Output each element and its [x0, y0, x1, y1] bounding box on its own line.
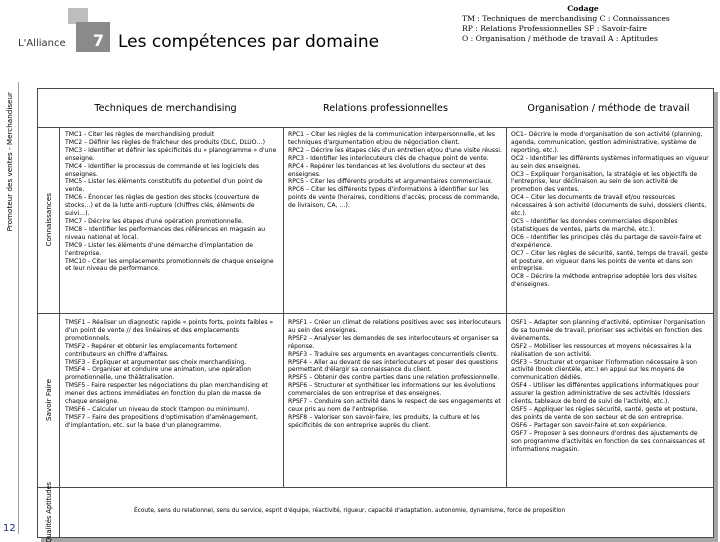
row-divider: [38, 487, 713, 488]
side-label-text: Promoteur des ventes - Merchandiseur: [5, 92, 14, 232]
list-item: RPC2 – Décrire les étapes clés d'un entretien et/ou d'une visite réussi.: [288, 146, 502, 154]
list-item: RPC3 - Identifier les interlocuteurs clés de chaque point de vente.: [288, 154, 489, 162]
logo-text: L'Alliance: [18, 38, 66, 49]
header-divider: [38, 127, 713, 128]
list-item: TMC2 – Définir les règles de fraîcheur des produits (DLC, DLUO…): [65, 138, 266, 146]
list-item: TMSF4 – Organiser et conduire une animation, une opération promotionnelle, une théâtralisation.: [65, 366, 251, 382]
list-item: OSF4 - Utiliser les différentes applications informatiques pour assurer la gestion administrative de ses activités (dossiers clients, tableaux de bord de suivi de l'activité, etc.).: [511, 382, 699, 406]
list-item: RPSF7 – Conduire son activité dans le respect de ses engagements et ceux pris au nom de l'entreprise.: [288, 398, 501, 413]
list-item: TMC6 - Énoncer les règles de gestion des stocks (couverture de stocks…) et de la lutte anti-rupture (chiffres clés, éléments de suivi…).: [65, 194, 260, 218]
cell-tm-savoir-faire: [62, 319, 282, 485]
list-item: OC6 – Identifier les principes clés du partage de savoir-faire et d'expérience.: [511, 233, 702, 249]
list-item: RPSF2 – Analyser les demandes de ses interlocuteurs et organiser sa réponse.: [288, 334, 499, 350]
row-label-connaissances: [38, 127, 59, 313]
list-item: OSF5 – Appliquer les règles sécurité, santé, geste et posture, des points de vente de son secteur et de son entreprise.: [511, 405, 698, 421]
column-header-o: Organisation / méthode de travail: [527, 102, 690, 114]
page-title: Les compétences par domaine: [118, 32, 380, 52]
list-item: OSF2 – Mobiliser les ressources et moyens nécessaires à la réalisation de son activité.: [511, 342, 692, 358]
column-header-rp: Relations professionnelles: [323, 102, 448, 114]
cell-rp-savoir-faire: [285, 319, 505, 485]
list-item: OC4 – Citer les documents de travail et/ou ressources nécessaires à son activité (documents de suivi, dossiers clients, etc.).: [511, 194, 707, 218]
list-item: TMC1 - Citer les règles de merchandising produit: [65, 131, 215, 138]
list-item: TMC3 - Identifier et définir les spécificités du « planogramme » d'une enseigne.: [65, 146, 277, 162]
codage-row: TM : Techniques de merchandising C : Connaissances: [462, 14, 670, 23]
list-item: RPSF6 – Structurer et synthétiser les informations sur les évolutions commerciales de son entreprise et des enseignes.: [288, 382, 496, 398]
list-item: RPC6 – Citer les différents types d'informations à identifier sur les points de vente (horaires, conditions d'accès, process de commande, de livraison, CA, …).: [288, 186, 500, 210]
list-item: TMSF6 – Calculer un niveau de stock (tampon ou minimum).: [65, 405, 250, 413]
list-item: RPSF8 – Valoriser son savoir-faire, les produits, la culture et les spécificités de son entreprise auprès du client.: [288, 413, 480, 429]
cell-o-connaissances: [508, 131, 712, 311]
cell-tm-connaissances: [62, 131, 282, 311]
row-label-text: Connaissances: [44, 193, 53, 247]
cell-rp-connaissances: [285, 131, 505, 311]
list-item: OSF3 – Structurer et organiser l'information nécessaire à son activité (book clientèle, etc.) en appui sur les moyens de communication dédiés.: [511, 358, 697, 382]
side-label: [5, 92, 17, 240]
row-label-savoir-faire: [38, 313, 59, 487]
column-header-tm: Techniques de merchandising: [94, 102, 237, 114]
codage-legend: [452, 4, 714, 44]
list-item: TMSF1 – Réaliser un diagnostic rapide « points forts, points faibles » d'un point de vente // des linéaires et des emplacements promotionnels.: [65, 319, 274, 342]
list-item: RPSF4 – Aller au devant de ses interlocuteurs et poser des questions permettant d'élargir sa connaissance du client.: [288, 358, 498, 374]
list-item: TMC7 - Décrire les étapes d'une opération promotionnelle.: [65, 217, 244, 225]
cell-o-savoir-faire: [508, 319, 712, 485]
qualites-text: Écoute, sens du relationnel, sens du service, esprit d'équipe, réactivité, rigueur, capacité d'adaptation, autonomie, dynamisme, force de proposition: [134, 508, 566, 514]
list-item: TMSF3 – Expliquer et argumenter ses choix merchandising.: [65, 358, 247, 366]
list-item: TMC4 - Identifier le processus de commande et les logiciels des enseignes.: [65, 162, 260, 178]
list-item: TMC10 - Citer les emplacements promotionnels de chaque enseigne et leur niveau de performance.: [65, 257, 274, 273]
list-item: RPSF1 – Créer un climat de relations positives avec ses interlocuteurs au sein des enseignes.: [288, 319, 501, 334]
row-label-text: Qualités Aptitudes: [44, 481, 53, 542]
list-item: RPSF3 – Traduire ses arguments en avantages concurrentiels clients.: [288, 350, 498, 358]
list-item: OSF1 – Adapter son planning d'activité, optimiser l'organisation de sa tournée de travail, prioriser ses activités en fonction des évènements.: [511, 319, 706, 342]
list-item: OSF6 – Partager son savoir-faire et son expérience.: [511, 421, 667, 429]
row-label-text: Savoir Faire: [44, 379, 53, 421]
row-divider: [38, 313, 713, 314]
list-item: TMSF7 – Faire des propositions d'optimisation d'aménagement, d'implantation, etc. sur la base d'un planogramme.: [65, 413, 258, 429]
list-item: OC7 – Citer les règles de sécurité, santé, temps de travail, geste et posture, en vigueur dans les points de vente et dans son entreprise.: [511, 249, 708, 273]
column-divider: [283, 127, 284, 487]
list-item: OSF7 – Proposer à ses donneurs d'ordres des ajustements de son programme d'activités en fonction de ses connaissances et informations magasin.: [511, 429, 705, 453]
left-divider: [18, 82, 19, 534]
list-item: OC1– Décrire le mode d'organisation de son activité (planning, agenda, communication, gestion administrative, système de reporting, etc.).: [511, 131, 703, 154]
list-item: RPC5 - Citer les différents produits et argumentaires commerciaux.: [288, 178, 493, 186]
codage-row: RP : Relations Professionnelles SF : Savoir-faire: [462, 24, 647, 33]
list-item: TMSF2 - Repérer et obtenir les emplacements fortement contributeurs en chiffre d'affaires.: [65, 342, 238, 358]
list-item: OC8 – Décrire la méthode entreprise adoptée lors des visites d'enseignes.: [511, 273, 697, 289]
logo-number: 7: [92, 31, 104, 50]
label-column-divider: [59, 127, 60, 537]
list-item: OC3 – Expliquer l'organisation, la stratégie et les objectifs de l'entreprise, leur déclinaison au sein de son activité de promotion des ventes.: [511, 170, 698, 194]
alliance-logo-icon: [18, 8, 110, 52]
list-item: TMSF5 - Faire respecter les négociations du plan merchandising et mener des actions immédiates en fonction du plan de masse de chaque enseigne.: [65, 382, 268, 406]
row-label-qualites: [38, 481, 59, 542]
list-item: TMC9 - Lister les éléments d'une démarche d'implantation de l'entreprise.: [65, 241, 254, 257]
codage-row: O : Organisation / méthode de travail A : Aptitudes: [462, 34, 658, 43]
list-item: RPC1 – Citer les règles de la communication interpersonnelle, et les techniques d'argumentation et/ou de négociation client.: [288, 131, 495, 146]
competences-table: [37, 88, 714, 542]
list-item: OC2 - Identifier les différents systèmes informatiques en vigueur au sein des enseignes.: [511, 154, 709, 170]
list-item: RPC4 - Repérer les tendances et les évolutions du secteur et des enseignes.: [288, 162, 486, 178]
list-item: TMC5 - Lister les éléments constitutifs du potentiel d'un point de vente.: [65, 178, 263, 194]
list-item: TMC8 – Identifier les performances des références en magasin au niveau national et local.: [65, 225, 266, 241]
codage-heading: Codage: [567, 4, 599, 13]
list-item: RPSF5 – Obtenir des contre parties dans une relation professionnelle.: [288, 374, 500, 382]
page-number: 12: [3, 523, 16, 534]
column-divider: [506, 127, 507, 487]
list-item: OC5 – Identifier les données commerciales disponibles (statistiques de ventes, parts de marché, etc.).: [511, 217, 678, 233]
